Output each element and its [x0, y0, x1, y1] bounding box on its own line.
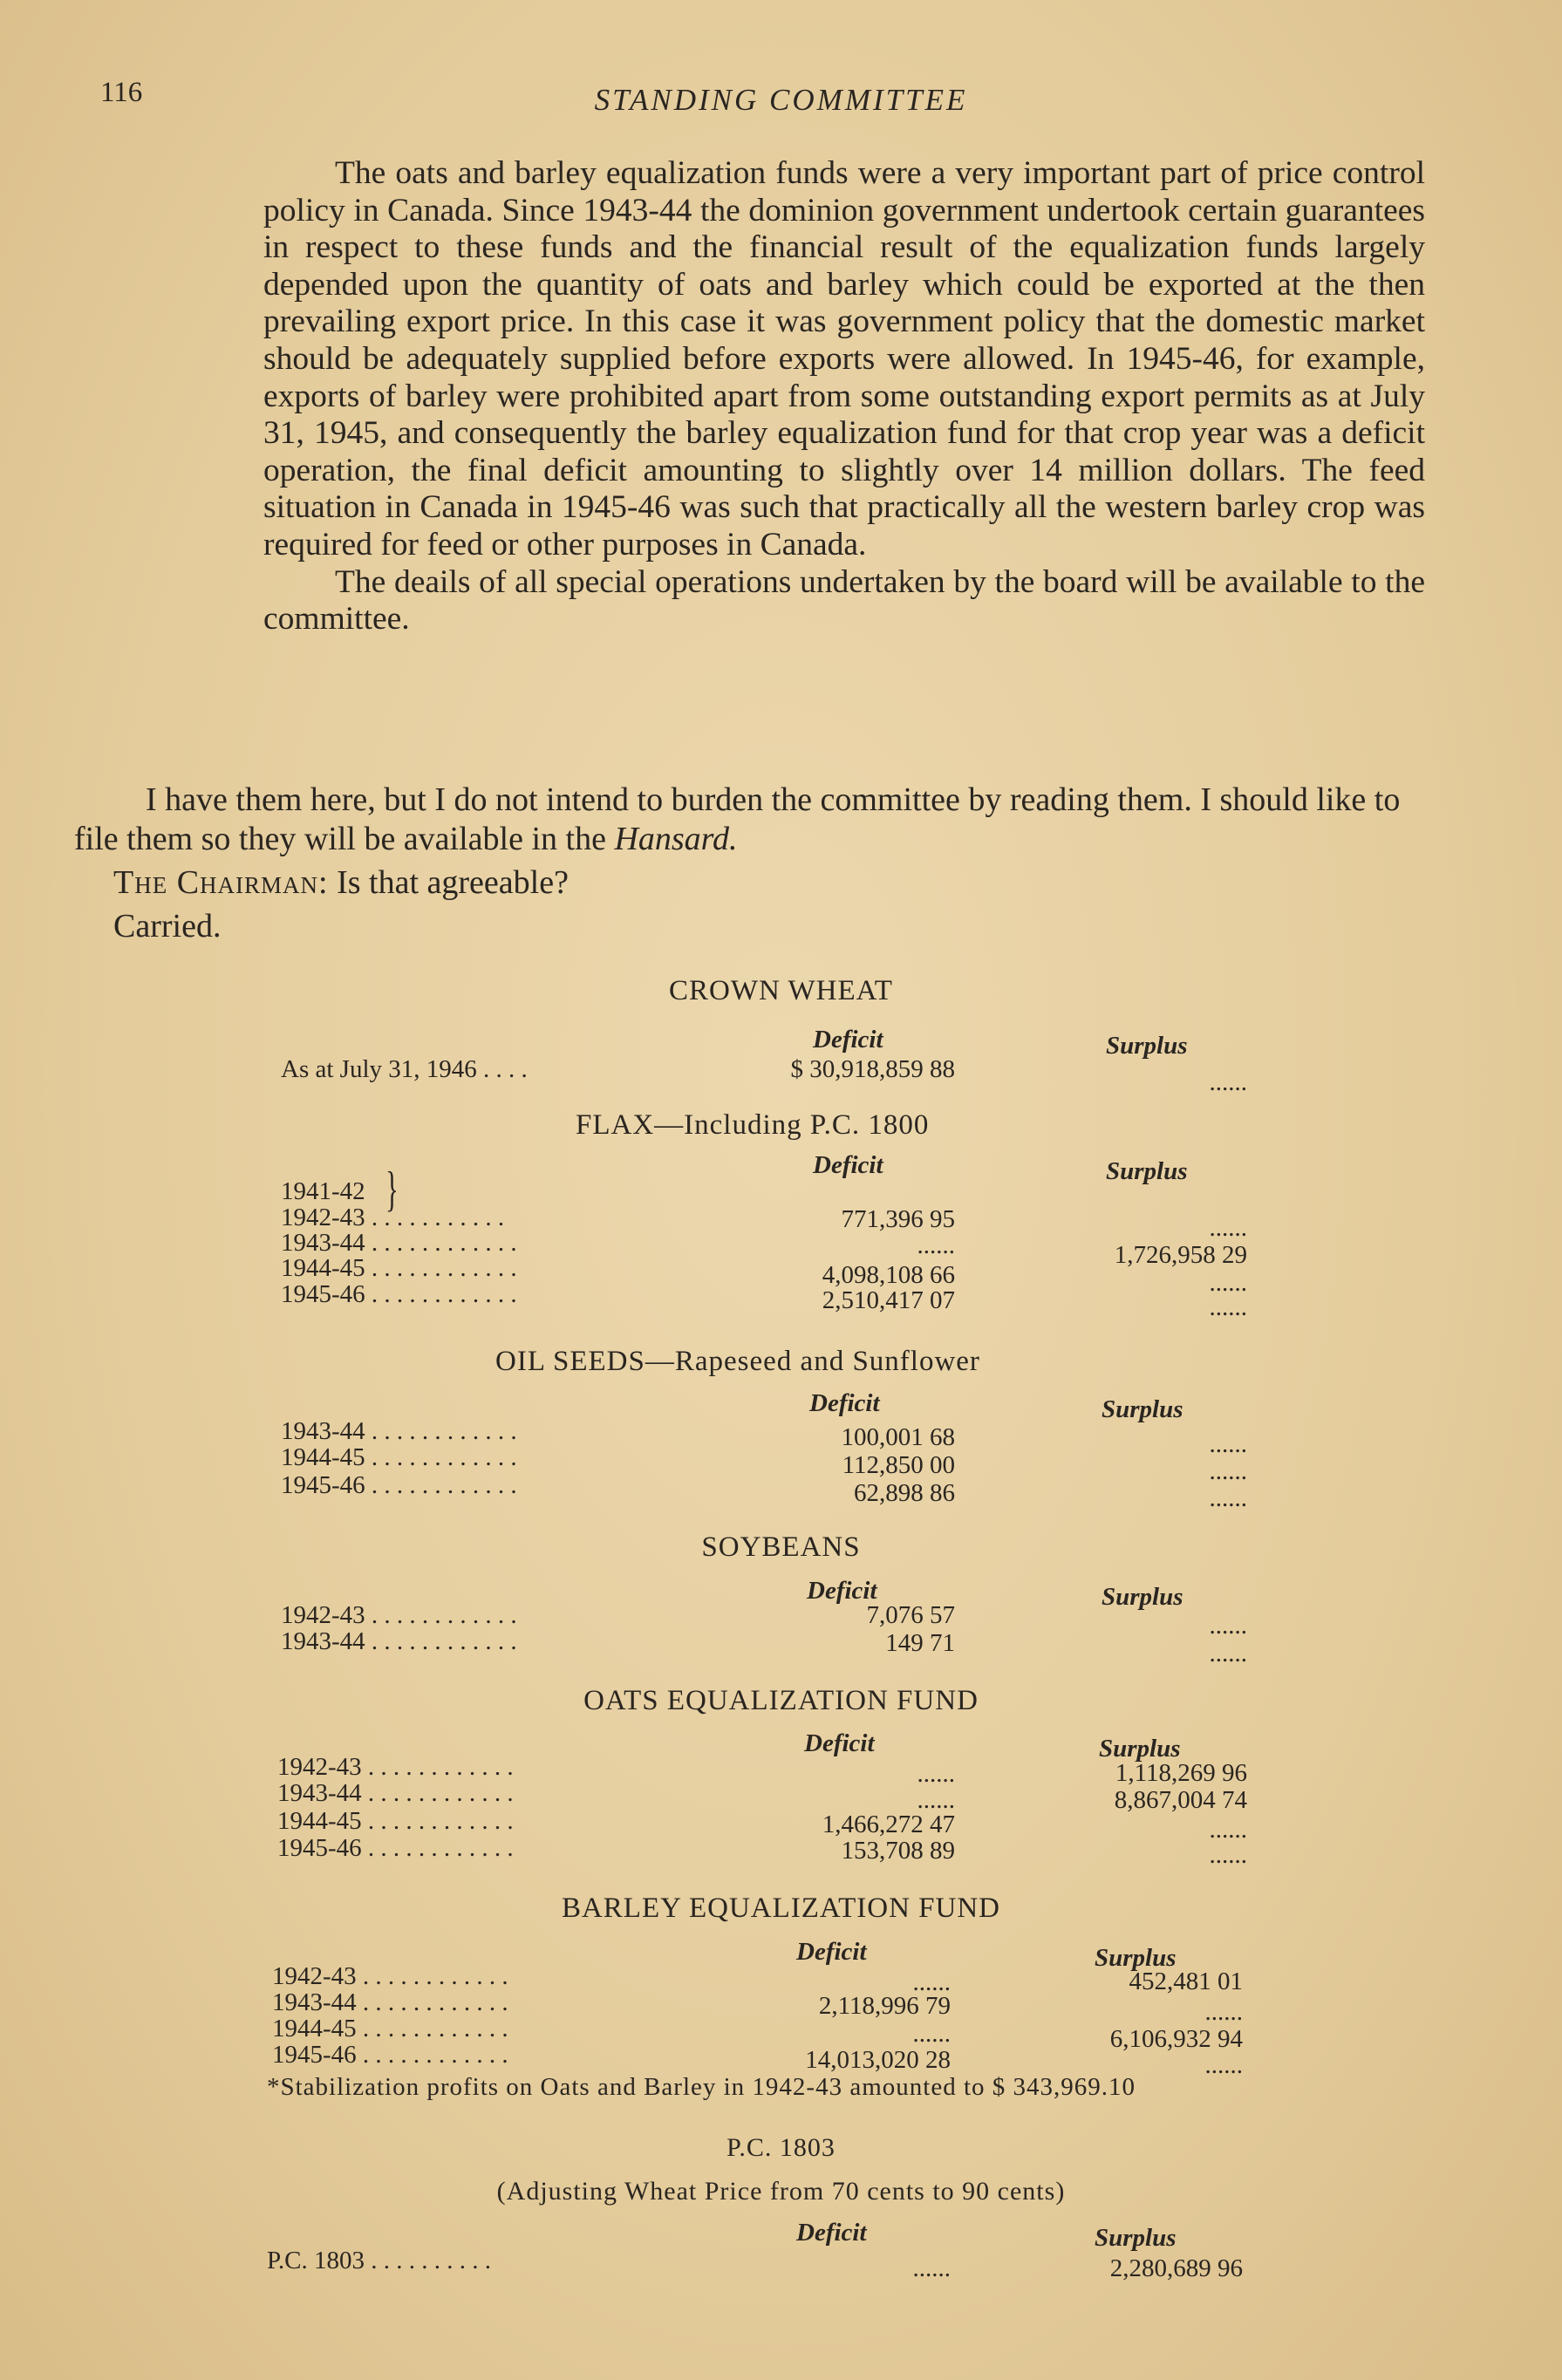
- deficit-value: 14,013,020 28: [805, 2046, 951, 2074]
- page-number: 116: [100, 77, 143, 108]
- surplus-column-label: Surplus: [1102, 1583, 1183, 1611]
- statement-text: I have them here, but I do not intend to burden the committee by reading them. I should like to file them so they will be available in the: [74, 781, 1401, 857]
- row-label: 1941-42: [281, 1177, 365, 1205]
- deficit-value: 62,898 86: [854, 1479, 955, 1507]
- deficit-column-label: Deficit: [796, 1938, 867, 1966]
- deficit-column-label: Deficit: [813, 1026, 883, 1054]
- surplus-value: 2,280,689 96: [1109, 2254, 1243, 2282]
- row-label: 1944-45 . . . . . . . . . . . .: [281, 1443, 517, 1471]
- surplus-value: ......: [1209, 1612, 1247, 1640]
- surplus-value: ......: [1209, 1816, 1247, 1844]
- deficit-value: ......: [917, 1231, 955, 1259]
- section-title-barley: BARLEY EQUALIZATION FUND: [561, 1892, 1001, 1924]
- hansard-reference: Hansard.: [614, 821, 738, 857]
- surplus-value: 6,106,932 94: [1109, 2025, 1243, 2053]
- surplus-value: ......: [1209, 1269, 1247, 1297]
- carried-paragraph: [113, 907, 1430, 946]
- surplus-value: ......: [1209, 1484, 1247, 1512]
- surplus-value: 452,481 01: [1129, 1967, 1243, 1995]
- statement-paragraph: [74, 781, 1430, 859]
- surplus-column-label: Surplus: [1106, 1032, 1188, 1060]
- section-subtitle-pc1803: (Adjusting Wheat Price from 70 cents to 90 cents): [496, 2177, 1066, 2206]
- row-label: 1943-44 . . . . . . . . . . . .: [272, 1988, 508, 2016]
- section-title-flax: FLAX—Including P.C. 1800: [576, 1109, 930, 1141]
- deficit-value: ......: [912, 2254, 951, 2282]
- deficit-value: ......: [912, 2020, 951, 2048]
- row-label: 1943-44 . . . . . . . . . . . .: [277, 1779, 514, 1807]
- deficit-value: ......: [912, 1968, 951, 1996]
- section-title-pc1803: P.C. 1803: [726, 2133, 836, 2162]
- surplus-value: 1,118,269 96: [1115, 1759, 1247, 1787]
- deficit-value: 771,396 95: [841, 1205, 955, 1233]
- chairman-speaker: The Chairman:: [113, 864, 329, 901]
- deficit-value: $ 30,918,859 88: [790, 1055, 955, 1083]
- deficit-value: 100,001 68: [841, 1423, 955, 1451]
- deficit-column-label: Deficit: [809, 1389, 880, 1417]
- deficit-value: 7,076 57: [866, 1601, 955, 1629]
- row-label: 1944-45 . . . . . . . . . . . .: [272, 2015, 508, 2042]
- section-title-soybeans: SOYBEANS: [701, 1531, 861, 1563]
- section-title-oil-seeds: OIL SEEDS—Rapeseed and Sunflower: [495, 1346, 980, 1377]
- surplus-value: ......: [1204, 1998, 1243, 2026]
- deficit-value: 149 71: [885, 1629, 955, 1657]
- quote-paragraph: The oats and barley equalization funds were a very important part of price control policy in Canada. Since 1943-44 the dominion government undertook certain guarantees in respect to these funds and the financial result of the equalization funds largely depended upon the quantity of oats and barley which could be exported at the then prevailing export price. In this case it was government policy that the domestic market should be adequately supplied before exports were allowed. In 1945-46, for example, exports of barley were prohibited apart from some outstanding export permits as at July 31, 1945, and consequently the barley equalization fund for that crop year was a deficit operation, the final deficit amounting to slightly over 14 million dollars. The feed situation in Canada in 1945-46 was such that practically all the western barley crop was required for feed or other purposes in Canada.: [263, 155, 1425, 563]
- row-label: 1942-43 . . . . . . . . . . . .: [277, 1753, 514, 1781]
- quote-paragraph: The deails of all special operations undertaken by the board will be available to the committee.: [263, 563, 1425, 638]
- row-label: 1944-45 . . . . . . . . . . . .: [277, 1807, 514, 1835]
- deficit-value: 1,466,272 47: [822, 1811, 955, 1838]
- row-label: P.C. 1803 . . . . . . . . . .: [267, 2247, 492, 2274]
- surplus-value: ......: [1209, 1841, 1247, 1869]
- row-label: 1942-43 . . . . . . . . . . . .: [281, 1601, 517, 1629]
- row-label: 1942-43 . . . . . . . . . . . .: [272, 1962, 508, 1990]
- deficit-value: 112,850 00: [842, 1451, 955, 1479]
- row-label: As at July 31, 1946 . . . .: [281, 1055, 528, 1083]
- brace: }: [385, 1163, 399, 1217]
- chairman-paragraph: [113, 863, 1430, 903]
- carried-text: Carried.: [113, 908, 222, 944]
- running-head: STANDING COMMITTEE: [594, 83, 968, 117]
- deficit-column-label: Deficit: [807, 1577, 877, 1605]
- section-title-crown-wheat: CROWN WHEAT: [669, 975, 893, 1006]
- row-label: 1943-44 . . . . . . . . . . . .: [281, 1627, 517, 1655]
- stabilization-footnote: *Stabilization profits on Oats and Barley in 1942-43 amounted to $ 343,969.10: [267, 2073, 1136, 2101]
- section-title-oats: OATS EQUALIZATION FUND: [583, 1685, 979, 1716]
- surplus-value: ......: [1204, 2051, 1243, 2079]
- surplus-value: ......: [1209, 1214, 1247, 1242]
- deficit-value: 4,098,108 66: [822, 1261, 955, 1289]
- surplus-column-label: Surplus: [1095, 1944, 1177, 1972]
- surplus-value: ......: [1209, 1457, 1247, 1485]
- surplus-value: ......: [1209, 1293, 1247, 1321]
- surplus-value: ......: [1209, 1068, 1247, 1096]
- deficit-value: 2,118,996 79: [818, 1992, 951, 2020]
- surplus-value: 8,867,004 74: [1114, 1786, 1247, 1814]
- row-label: 1945-46 . . . . . . . . . . . .: [281, 1471, 517, 1499]
- surplus-value: 1,726,958 29: [1114, 1241, 1247, 1269]
- chairman-question: Is that agreeable?: [337, 864, 569, 901]
- surplus-column-label: Surplus: [1106, 1157, 1188, 1185]
- surplus-column-label: Surplus: [1102, 1395, 1183, 1423]
- deficit-value: ......: [917, 1786, 955, 1814]
- row-label: 1945-46 . . . . . . . . . . . .: [277, 1834, 514, 1862]
- surplus-value: ......: [1209, 1430, 1247, 1458]
- row-label: 1945-46 . . . . . . . . . . . .: [281, 1280, 517, 1308]
- deficit-column-label: Deficit: [813, 1151, 883, 1179]
- deficit-value: 153,708 89: [841, 1837, 955, 1865]
- deficit-column-label: Deficit: [804, 1729, 875, 1757]
- deficit-value: 2,510,417 07: [822, 1286, 955, 1314]
- deficit-value: ......: [917, 1760, 955, 1788]
- surplus-column-label: Surplus: [1095, 2224, 1177, 2252]
- row-label: 1944-45 . . . . . . . . . . . .: [281, 1254, 517, 1282]
- surplus-value: ......: [1209, 1640, 1247, 1667]
- deficit-column-label: Deficit: [796, 2219, 867, 2247]
- surplus-column-label: Surplus: [1099, 1735, 1181, 1763]
- row-label: 1943-44 . . . . . . . . . . . .: [281, 1417, 517, 1445]
- row-label: 1942-43 . . . . . . . . . . .: [281, 1204, 505, 1231]
- quoted-statement: [263, 155, 1425, 638]
- row-label: 1945-46 . . . . . . . . . . . .: [272, 2041, 508, 2069]
- row-label: 1943-44 . . . . . . . . . . . .: [281, 1229, 517, 1257]
